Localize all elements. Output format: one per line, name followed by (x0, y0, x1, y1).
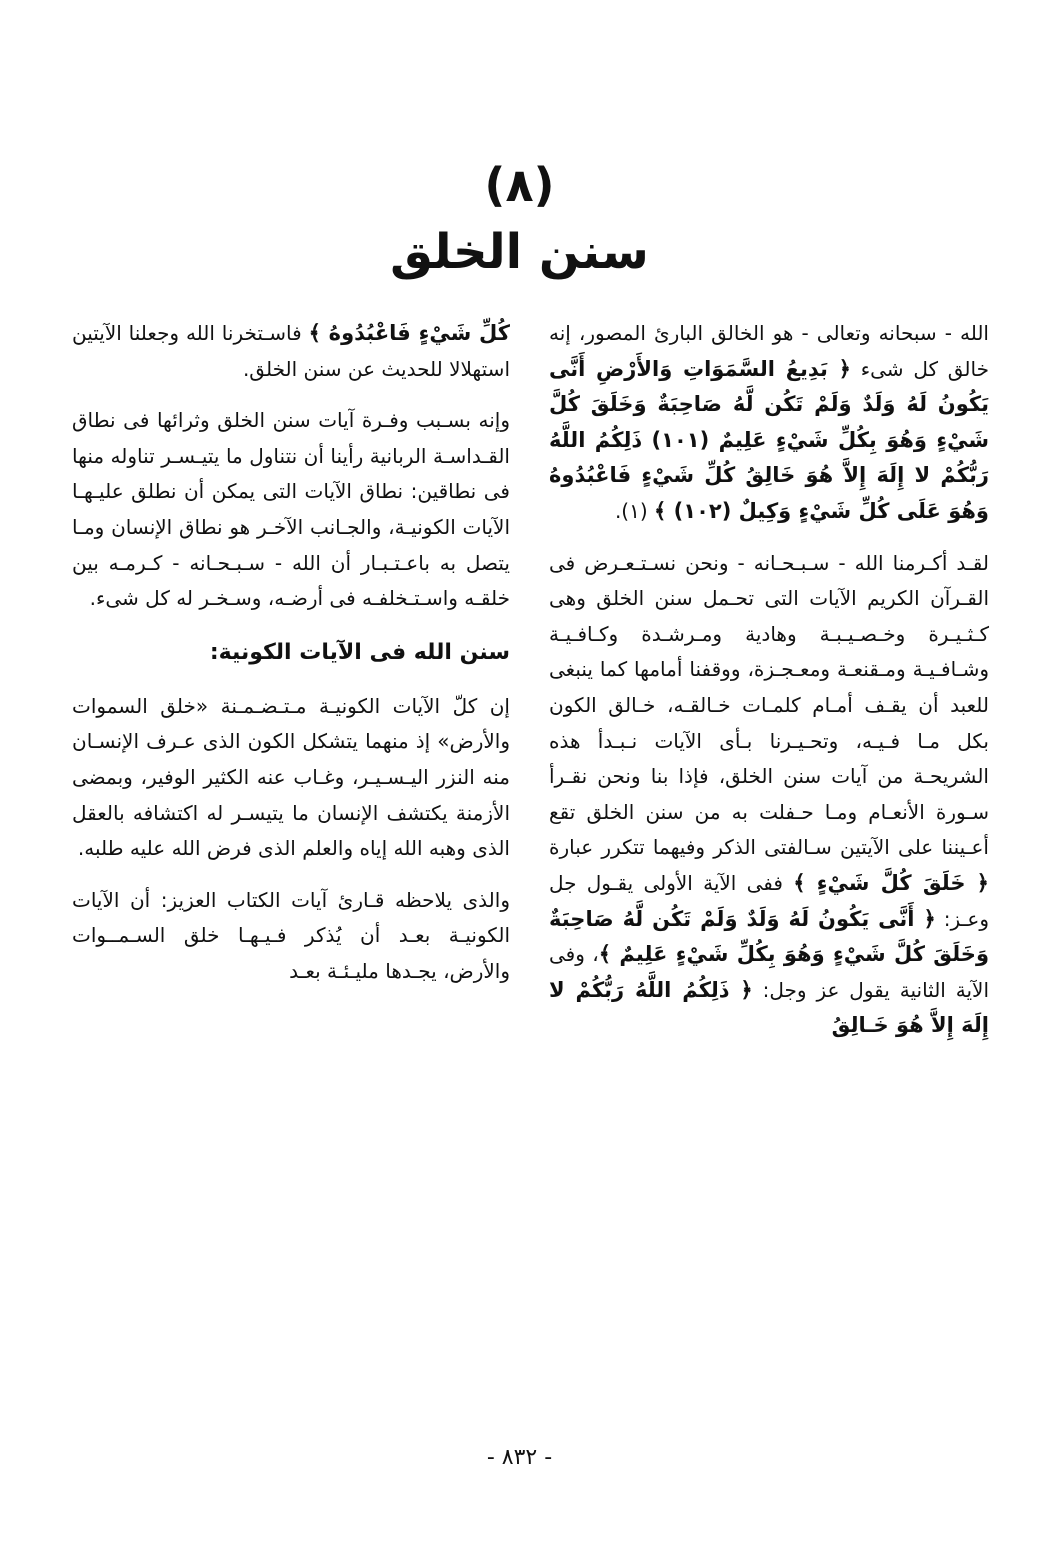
paragraph-text: ففى الآية الأولى يقـول جل وعـز: (549, 870, 989, 931)
paragraph: والذى يلاحظه قـارئ آيات الكتاب العزيز: أن الآيات الكونيـة بعـد أن يُذكر فـيـهـا خلق السـمــوات والأرض، يجـدها مليـئـة بعـد (72, 887, 510, 983)
quran-verse: ﴿ ذَلِكُمُ اللَّهُ رَبُّكُمْ لا إِلَهَ إِلاَّ هُوَ خَـالِقُ (549, 977, 989, 1038)
paragraph (549, 546, 989, 1044)
quran-verse: كُلِّ شَيْءٍ فَاعْبُدُوهُ ﴾ (308, 321, 510, 345)
paragraph-text: فاسـتخرنا الله وجعلنا الآيتين استهلالا للحديث عن سنن الخلق. (72, 321, 510, 381)
chapter-title: سنن الخلق (390, 224, 649, 280)
paragraph (72, 316, 510, 387)
right-column (549, 316, 989, 1060)
section-heading: سنن الله فى الآيات الكونية: (209, 639, 510, 665)
paragraph-text: لقـد أكـرمنا الله - سـبـحـانه - ونحن نسـتـعـرض فى القـرآن الكريم الآيات التى تحـمل سنن الخلق وهى كـثـيـرة وخـصـيـبـة وهادية ومـرشـدة وكـافـيـة وشـافـيـة ومـقنعـة ومعـجـزة، ووقفنا أمامها كما ينبغى للعبد أن يقـف أمـام كلمـات خـالقـه، خـالق الكون بكل مـا فـيـه، وتحـيـرنا بـأى الآيات نـبـدأ هذه الشريحـة من آيات سنن الخلق، فإذا بنا ونحن نقـرأ سـورة الأنعـام ومـا حـفلت به من سنن الخلق تقع أعـيننا على الآيتين سـالفتى الذكر وفيهما تتكرر عبارة (549, 550, 989, 860)
paragraph-text: ، وفى الآية الثانية يقول عز وجل: (549, 942, 990, 1002)
page-number: - ٨٣٢ - (486, 1445, 553, 1470)
quran-verse: ﴿ خَلَقَ كُلَّ شَيْءٍ ﴾ (793, 870, 989, 895)
paragraph: إن كلّ الآيات الكونيـة مـتـضـمـنة «خلق السموات والأرض» إذ منهما يتشكل الكون الذى عـرف الإنسـان منه النزر اليـسـيـر، وغـاب عنه الكثير الوفير، وبمضى الأزمنة يكتشف الإنسان ما يتيسـر له اكتشافه بالعقل الذى وهبه الله إياه والعلم الذى فرض الله عليه طلبه. (72, 693, 510, 861)
footnote-marker: (١). (614, 498, 648, 523)
paragraph-text: الله - سبحانه وتعالى - هو الخالق البارئ المصور، إنه خالق كل شىء (549, 321, 989, 381)
paragraph (549, 316, 989, 530)
left-column (72, 316, 510, 1006)
quran-verse: ﴿ أَنَّى يَكُونُ لَهُ وَلَدٌ وَلَمْ تَكُن لَّهُ صَاحِبَةٌ وَخَلَقَ كُلَّ شَيْءٍ وَهُوَ بِكُلِّ شَيْءٍ عَلِيمٌ ﴾ (549, 906, 989, 967)
chapter-number: (٨) (484, 158, 555, 212)
paragraph: وإنه بسـبب وفـرة آيات سنن الخلق وثرائها فى نطاق القـداسـة الربانية رأينا أن نتناول ما يتيـسـر تناوله منها فى نطاقين: نطاق الآيات التى يمكن أن نطلق عليـهـا الآيات الكونيـة، والجـانب الآخـر هو نطاق الإنسان ومـا يتصل به باعـتـبـار أن الله - سـبـحـانه - كـرمـه بين خلقـه واسـتـخلفـه فى أرضـه، وسـخـر له كل شىء. (72, 408, 510, 611)
quran-verse: ﴿ بَدِيعُ السَّمَوَاتِ وَالأَرْضِ أَنَّى يَكُونُ لَهُ وَلَدٌ وَلَمْ تَكُن لَّهُ صَاحِبَةٌ وَخَلَقَ كُلَّ شَيْءٍ وَهُوَ بِكُلِّ شَيْءٍ عَلِيمٌ (١٠١) ذَلِكُمُ اللَّهُ رَبُّكُمْ لا إِلَهَ إِلاَّ هُوَ خَالِقُ كُلِّ شَيْءٍ فَاعْبُدُوهُ وَهُوَ عَلَى كُلِّ شَيْءٍ وَكِيلٌ (١٠٢) ﴾ (549, 356, 990, 523)
